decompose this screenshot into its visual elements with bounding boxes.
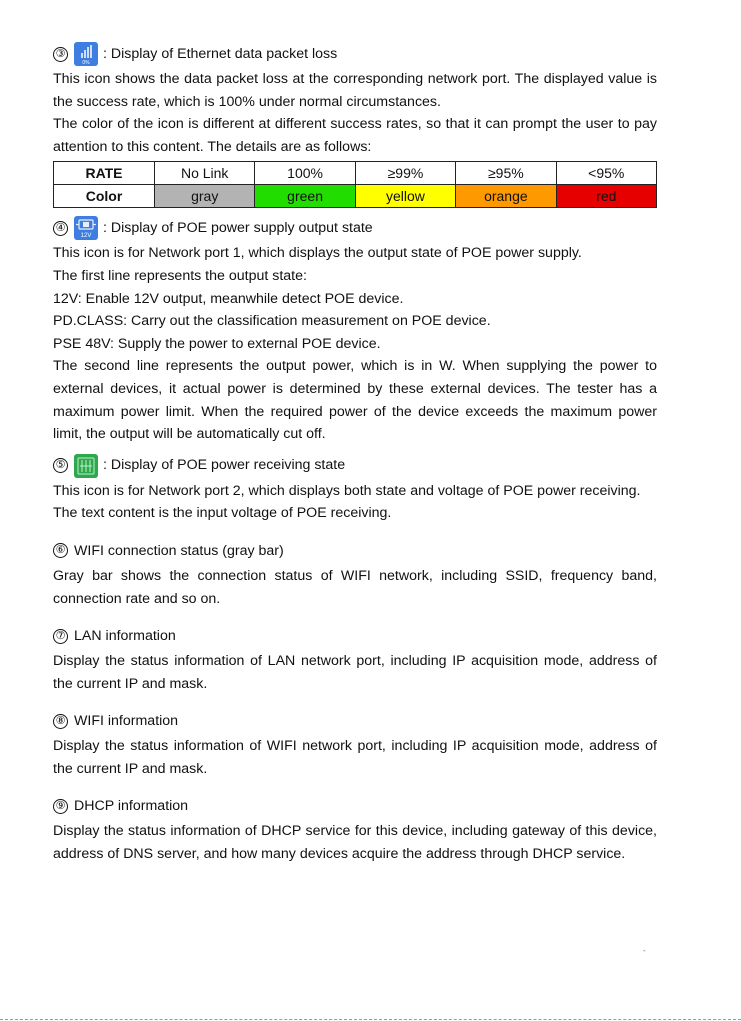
section-8-heading xyxy=(53,707,657,735)
section-3-paragraph-2: The color of the icon is different at different success rates, so that it can prompt the user to pay attention to this content. The details are as follows: xyxy=(53,116,657,155)
section-number: ⑦ xyxy=(53,629,68,644)
color-cell-gray: gray xyxy=(155,185,255,208)
signal-bars-icon xyxy=(74,42,98,66)
rate-header-cell: RATE xyxy=(54,162,155,185)
footer-mark: - xyxy=(643,946,646,955)
section-9-paragraph: Display the status information of DHCP service for this device, including gateway of this device, address of DNS server, and how many devices acquire the address through DHCP service. xyxy=(53,823,657,863)
document-page xyxy=(53,40,657,866)
poe-receive-icon xyxy=(74,454,98,478)
icon-voltage-label: 12V xyxy=(80,233,92,240)
section-5-paragraph-1: This icon is for Network port 2, which displays both state and voltage of POE power receiving. xyxy=(53,482,641,499)
poe-supply-icon xyxy=(74,216,98,240)
section-8-title: WIFI information xyxy=(74,712,179,729)
rate-cell: 100% xyxy=(255,162,355,185)
table-row-color xyxy=(54,185,657,208)
section-3-title: : Display of Ethernet data packet loss xyxy=(103,45,338,62)
icon-percent-label: 0% xyxy=(82,60,90,66)
section-4-line-2: The first line represents the output state: xyxy=(53,267,307,284)
section-number: ⑥ xyxy=(53,543,68,558)
section-5-heading xyxy=(53,452,657,480)
section-5-title: : Display of POE power receiving state xyxy=(103,457,346,474)
section-4-paragraph-last: The second line represents the output power, which is in W. When supplying the power to external devices, it actual power is determined by these external devices. The tester has a maximum power limit. When the required power of the device exceeds the maximum power limit, the output will be automatically cut off. xyxy=(53,358,657,443)
color-cell-red: red xyxy=(556,185,656,208)
page-bottom-rule xyxy=(0,1019,741,1020)
section-4-title: : Display of POE power supply output state xyxy=(103,220,373,237)
color-cell-orange: orange xyxy=(456,185,556,208)
rate-color-table xyxy=(53,161,657,208)
section-number: ⑤ xyxy=(53,458,68,473)
section-4-line-5: PSE 48V: Supply the power to external POE device. xyxy=(53,335,381,352)
color-header-cell: Color xyxy=(54,185,155,208)
section-number: ⑧ xyxy=(53,714,68,729)
rate-cell: <95% xyxy=(556,162,656,185)
section-9-heading xyxy=(53,792,657,820)
section-number: ③ xyxy=(53,47,68,62)
section-6-heading xyxy=(53,537,657,565)
section-7-paragraph: Display the status information of LAN network port, including IP acquisition mode, address of the current IP and mask. xyxy=(53,653,657,692)
section-6-title: WIFI connection status (gray bar) xyxy=(74,542,284,559)
section-6-paragraph: Gray bar shows the connection status of WIFI network, including SSID, frequency band, connection rate and so on. xyxy=(53,567,657,607)
section-7-title: LAN information xyxy=(74,627,176,644)
section-9-title: DHCP information xyxy=(74,798,189,815)
section-4-line-1: This icon is for Network port 1, which displays the output state of POE power supply. xyxy=(53,245,582,262)
section-4-line-4: PD.CLASS: Carry out the classification measurement on POE device. xyxy=(53,313,491,330)
section-7-heading xyxy=(53,622,657,650)
section-8-paragraph: Display the status information of WIFI network port, including IP acquisition mode, address of the current IP and mask. xyxy=(53,738,657,777)
section-3-paragraph-1: This icon shows the data packet loss at the corresponding network port. The displayed value is the success rate, which is 100% under normal circumstances. xyxy=(53,71,657,110)
rate-cell: No Link xyxy=(155,162,255,185)
section-5-paragraph-2: The text content is the input voltage of POE receiving. xyxy=(53,505,392,522)
color-cell-yellow: yellow xyxy=(355,185,455,208)
section-number: ④ xyxy=(53,221,68,236)
section-4-line-3: 12V: Enable 12V output, meanwhile detect POE device. xyxy=(53,290,404,307)
section-3-heading xyxy=(53,40,657,68)
section-4-heading xyxy=(53,214,657,242)
rate-cell: ≥95% xyxy=(456,162,556,185)
table-row-rate xyxy=(54,162,657,185)
color-cell-green: green xyxy=(255,185,355,208)
rate-cell: ≥99% xyxy=(355,162,455,185)
section-number: ⑨ xyxy=(53,799,68,814)
